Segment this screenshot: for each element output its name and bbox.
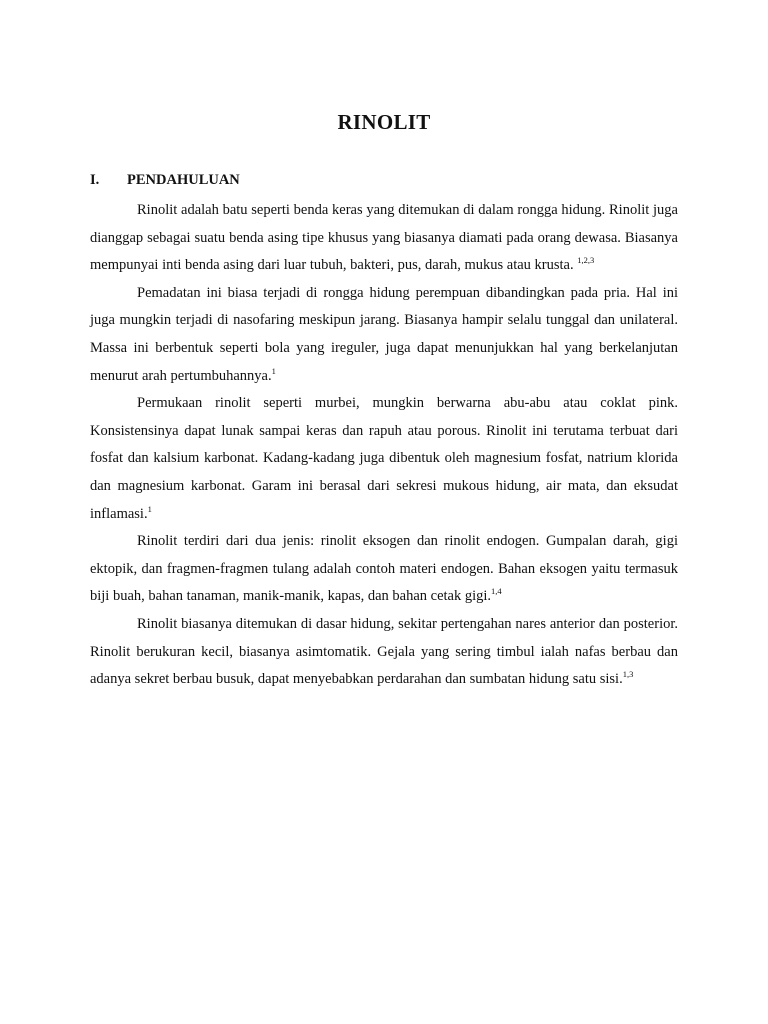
citation-ref: 1: [147, 503, 152, 514]
citation-ref: 1,4: [491, 586, 502, 597]
paragraph-text: Permukaan rinolit seperti murbei, mungkin berwarna abu-abu atau coklat pink. Konsistensinya dapat lunak sampai keras dan rapuh atau porous. Rinolit ini terutama terbuat dari fosfat dan kalsium karbonat. Kadang-kadang juga dibentuk oleh magnesium fosfat, natrium klorida dan magnesium karbonat. Garam ini berasal dari sekresi mukous hidung, air mata, dan eksudat inflamasi.: [90, 395, 678, 522]
body-text: [90, 197, 678, 694]
paragraph-text: Rinolit terdiri dari dua jenis: rinolit eksogen dan rinolit endogen. Gumpalan darah, gigi ektopik, dan fragmen-fragmen tulang adalah contoh materi endogen. Bahan eksogen yaitu termasuk biji buah, bahan tanaman, manik-manik, kapas, dan bahan cetak gigi.: [90, 533, 678, 605]
paragraph-2: [90, 280, 678, 390]
paragraph-5: [90, 611, 678, 694]
paragraph-4: [90, 528, 678, 611]
paragraph-1: [90, 197, 678, 280]
citation-ref: 1: [271, 365, 276, 376]
citation-ref: 1,2,3: [577, 255, 595, 266]
citation-ref: 1,3: [622, 669, 634, 680]
section-heading: [90, 172, 240, 189]
section-number: I.: [90, 172, 100, 188]
document-title: RINOLIT: [337, 110, 431, 134]
paragraph-3: [90, 390, 678, 528]
paragraph-text: Rinolit biasanya ditemukan di dasar hidung, sekitar pertengahan nares anterior dan posterior. Rinolit berukuran kecil, biasanya asimtomatik. Gejala yang sering timbul ialah nafas berbau dan adanya sekret berbau busuk, dapat menyebabkan perdarahan dan sumbatan hidung satu sisi.: [90, 615, 678, 688]
paragraph-text: Rinolit adalah batu seperti benda keras yang ditemukan di dalam rongga hidung. Rinolit juga dianggap sebagai suatu benda asing tipe khusus yang biasanya diamati pada orang dewasa. Biasanya mempunyai inti benda asing dari luar tubuh, bakteri, pus, darah, mukus atau krusta.: [90, 202, 678, 274]
section-title: PENDAHULUAN: [127, 172, 240, 188]
paragraph-text: Pemadatan ini biasa terjadi di rongga hidung perempuan dibandingkan pada pria. Hal ini juga mungkin terjadi di nasofaring meskipun jarang. Biasanya hampir selalu tunggal dan unilateral. Massa ini berbentuk seperti bola yang ireguler, juga dapat menunjukkan hal yang berkelanjutan menurut arah pertumbuhannya.: [90, 284, 678, 384]
